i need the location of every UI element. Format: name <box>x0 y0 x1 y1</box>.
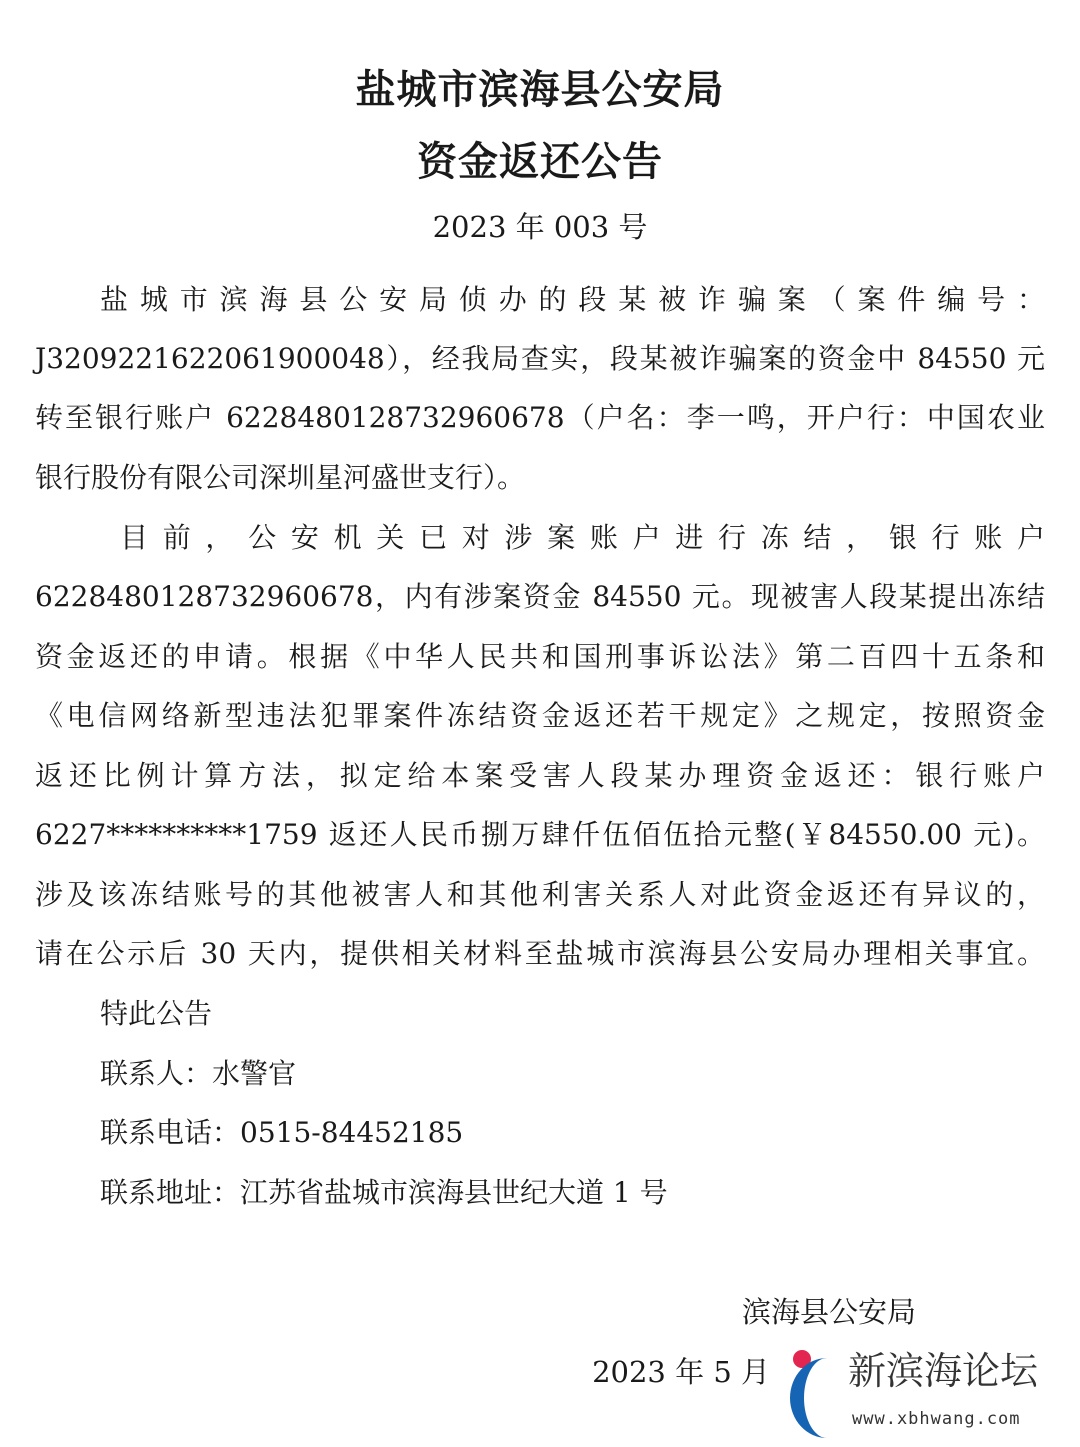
body-line: 银行股份有限公司深圳星河盛世支行）。 <box>35 461 526 494</box>
body-line: J3209221622061900048），经我局查实，段某被诈骗案的资金中 84550 元 <box>35 342 1045 375</box>
document-number: 2023 年 003 号 <box>432 210 648 244</box>
closing-notice: 特此公告 <box>100 997 213 1030</box>
contact-phone: 联系电话：0515-84452185 <box>100 1116 464 1149</box>
watermark-name: 新滨海论坛 <box>848 1349 1039 1393</box>
issue-date: 2023 年 5 月 <box>592 1355 770 1389</box>
watermark-logo <box>790 1348 1075 1443</box>
body-line: 目前，公安机关已对涉案账户进行冻结，银行账户 <box>120 521 1045 554</box>
body-line: 资金返还的申请。根据《中华人民共和国刑事诉讼法》第二百四十五条和 <box>35 640 1045 673</box>
body-line: 请在公示后 30 天内，提供相关材料至盐城市滨海县公安局办理相关事宜。 <box>35 937 1045 970</box>
issuer-signature: 滨海县公安局 <box>742 1295 917 1329</box>
title-line-2: 资金返还公告 <box>417 138 663 185</box>
contact-person: 联系人：水警官 <box>100 1057 297 1090</box>
body-line: 《电信网络新型违法犯罪案件冻结资金返还若干规定》之规定，按照资金 <box>35 699 1045 732</box>
watermark-url: www.xbhwang.com <box>852 1409 1021 1429</box>
body-line: 6227**********1759 返还人民币捌万肆仟伍佰伍拾元整(￥84550.00 元)。 <box>35 818 1045 851</box>
contact-address: 联系地址：江苏省盐城市滨海县世纪大道 1 号 <box>100 1176 668 1209</box>
title-line-1: 盐城市滨海县公安局 <box>355 66 725 113</box>
body-line: 盐城市滨海县公安局侦办的段某被诈骗案（案件编号： <box>100 283 1045 316</box>
body-line: 返还比例计算方法，拟定给本案受害人段某办理资金返还：银行账户 <box>35 759 1045 792</box>
body-line: 涉及该冻结账号的其他被害人和其他利害关系人对此资金返还有异议的， <box>35 878 1045 911</box>
body-line: 6228480128732960678，内有涉案资金 84550 元。现被害人段某提出冻结 <box>35 580 1045 613</box>
body-line: 转至银行账户 6228480128732960678（户名：李一鸣，开户行：中国农业 <box>35 401 1045 434</box>
